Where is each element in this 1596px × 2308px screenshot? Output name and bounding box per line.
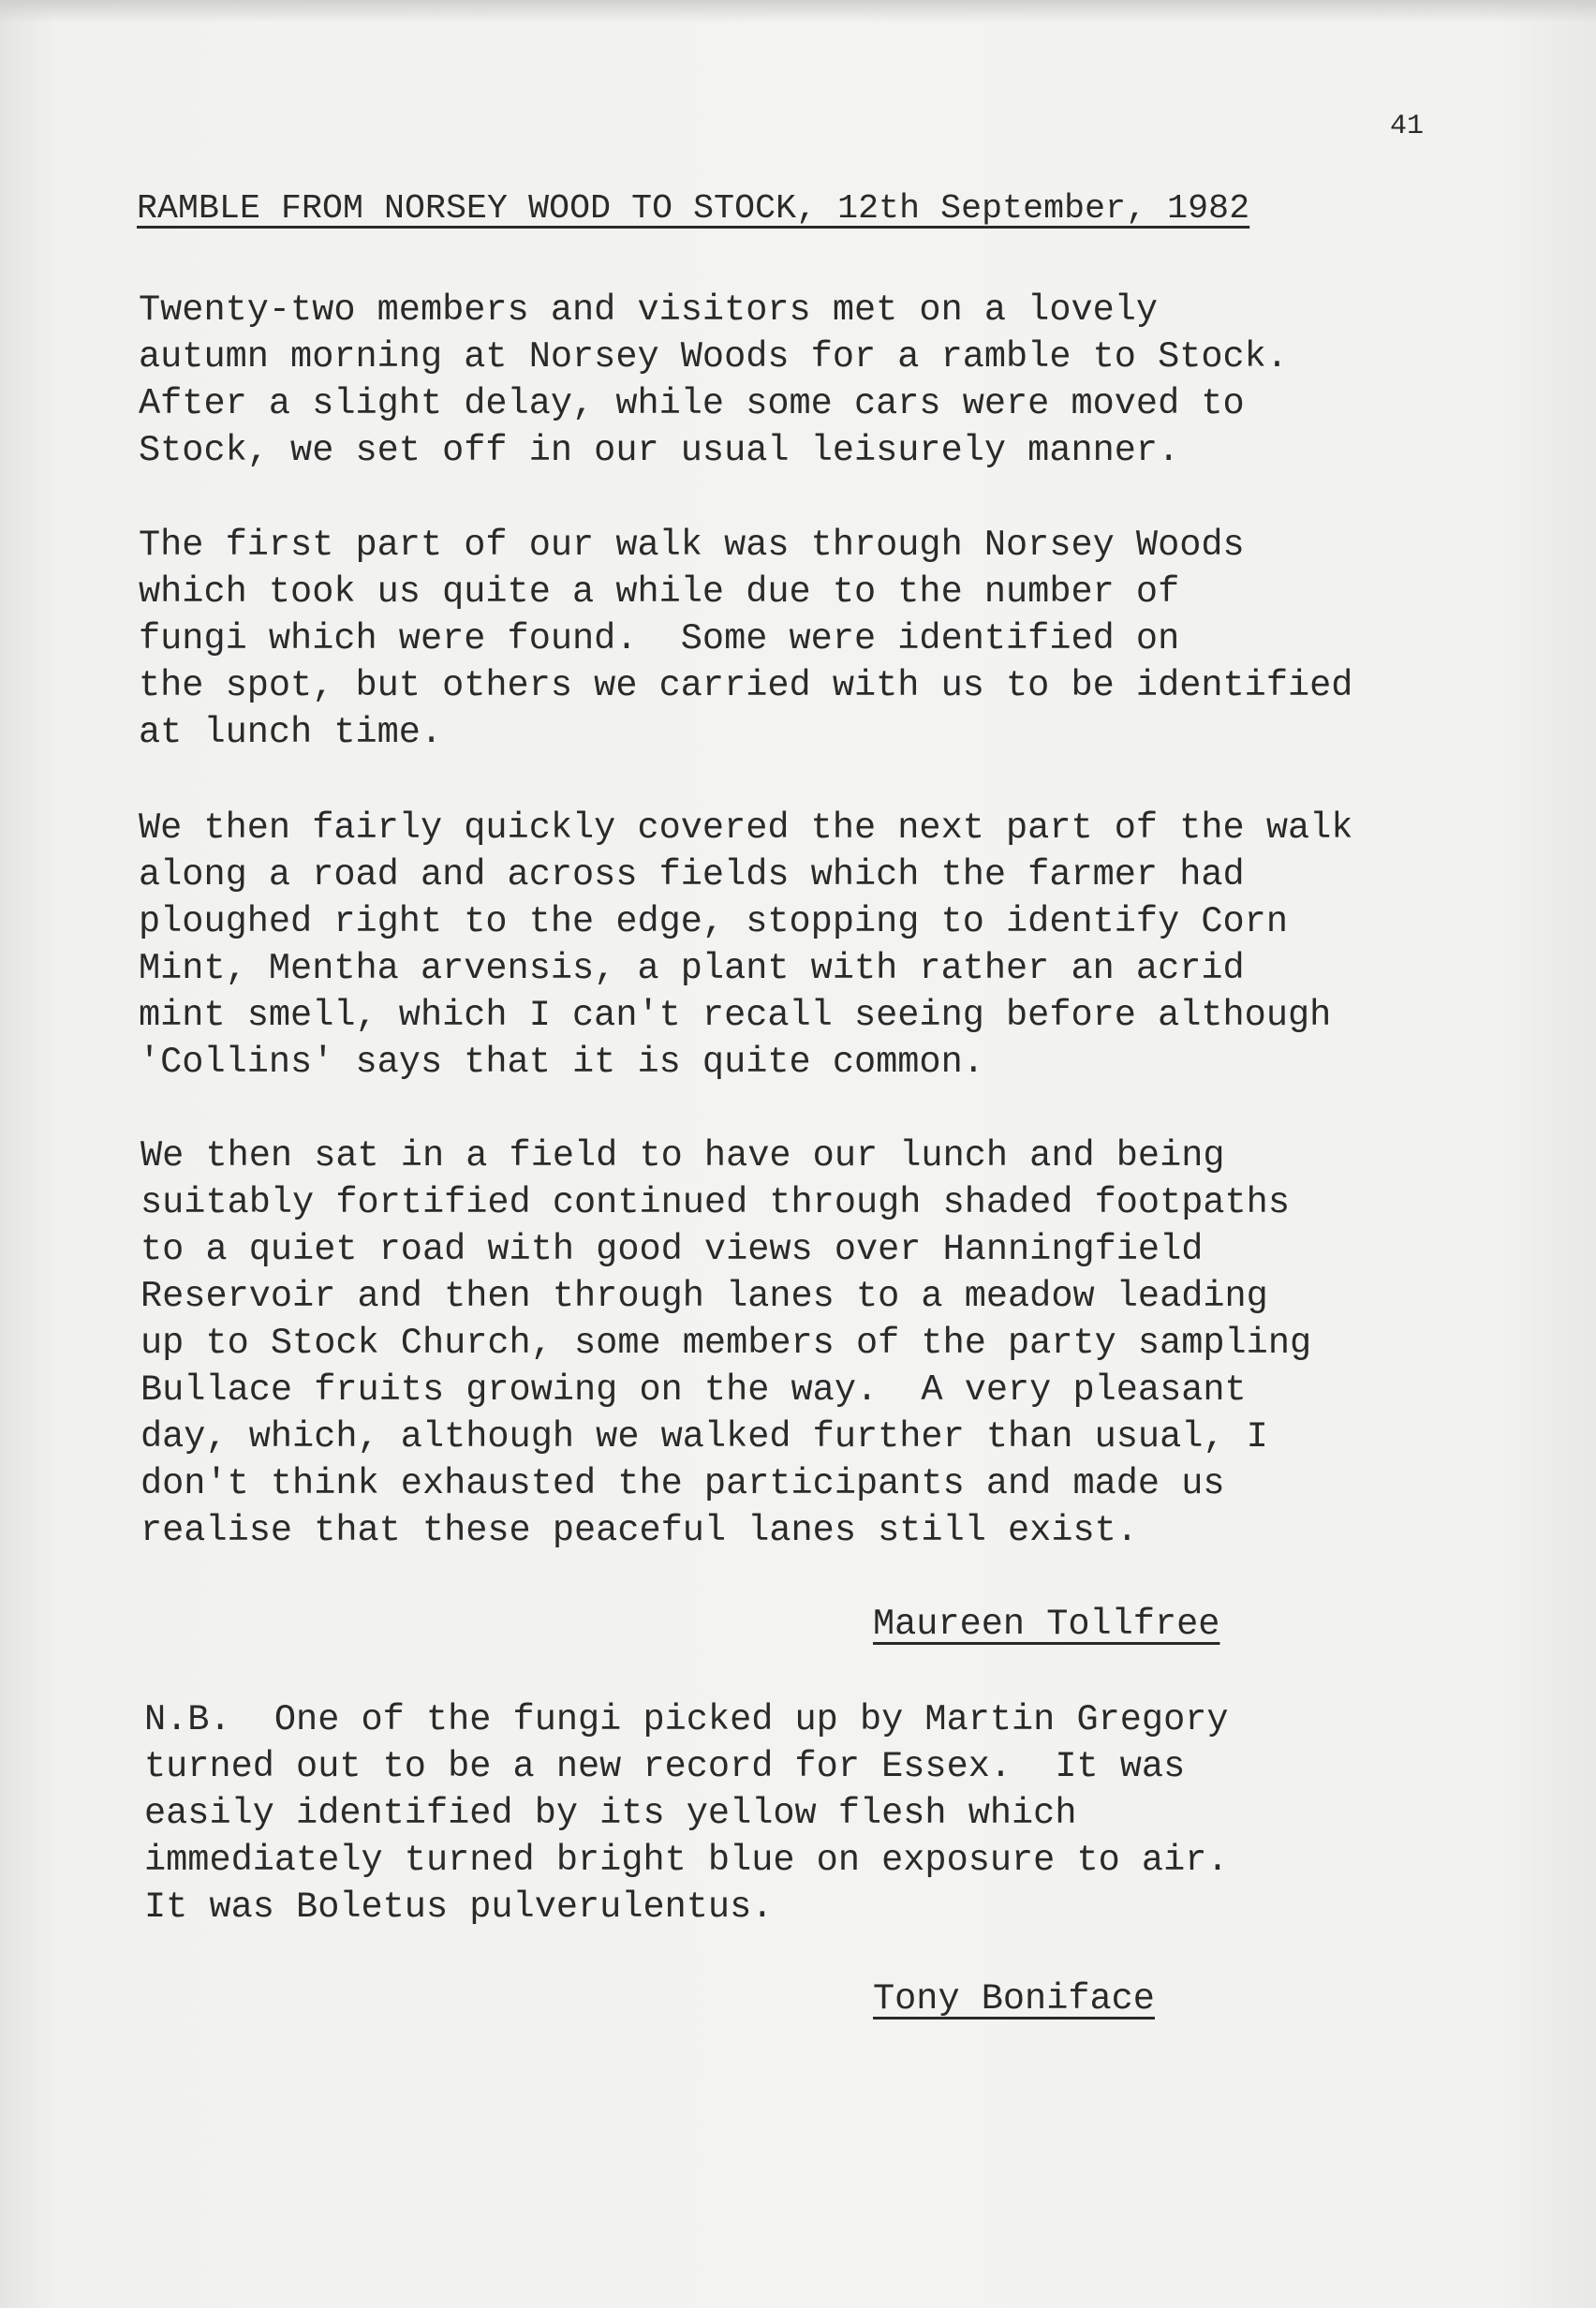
scan-edge-shadow [0, 0, 1596, 22]
paragraph-line: the spot, but others we carried with us to be identified [139, 665, 1353, 706]
paragraph-line: turned out to be a new record for Essex. It was [144, 1746, 1186, 1787]
paragraph-1 [139, 287, 1288, 474]
paragraph-line: up to Stock Church, some members of the party sampling [140, 1323, 1312, 1364]
article-title: RAMBLE FROM NORSEY WOOD TO STOCK, 12th September, 1982 [137, 189, 1250, 228]
paragraph-line: 'Collins' says that it is quite common. [139, 1042, 984, 1083]
paragraph-line: autumn morning at Norsey Woods for a ramble to Stock. [139, 336, 1288, 377]
paragraph-line: ploughed right to the edge, stopping to identify Corn [139, 901, 1288, 942]
paragraph-4 [140, 1132, 1311, 1554]
paragraph-line: We then fairly quickly covered the next part of the walk [139, 807, 1353, 849]
paragraph-line: day, which, although we walked further than usual, I [140, 1416, 1268, 1457]
author-signature: Maureen Tollfree [873, 1604, 1220, 1645]
paragraph-line: at lunch time. [139, 712, 443, 753]
paragraph-2 [139, 522, 1352, 756]
paragraph-line: to a quiet road with good views over Hanningfield [140, 1229, 1204, 1270]
paragraph-line: suitably fortified continued through shaded footpaths [140, 1182, 1290, 1223]
paragraph-line: realise that these peaceful lanes still exist. [140, 1510, 1138, 1551]
paragraph-line: don't think exhausted the participants and made us [140, 1463, 1225, 1504]
paragraph-line: which took us quite a while due to the number of [139, 571, 1180, 613]
note-paragraph [144, 1696, 1229, 1931]
paragraph-line: After a slight delay, while some cars were moved to [139, 383, 1245, 424]
paragraph-line: N.B. One of the fungi picked up by Martin Gregory [144, 1699, 1229, 1740]
paragraph-line: Bullace fruits growing on the way. A very pleasant [140, 1369, 1247, 1411]
paragraph-line: It was Boletus pulverulentus. [144, 1886, 774, 1928]
note-author-signature: Tony Boniface [873, 1978, 1155, 2020]
paragraph-line: We then sat in a field to have our lunch and being [140, 1135, 1225, 1176]
paragraph-line: fungi which were found. Some were identified on [139, 618, 1180, 659]
paragraph-line: easily identified by its yellow flesh which [144, 1793, 1077, 1834]
paragraph-line: along a road and across fields which the farmer had [139, 854, 1245, 895]
paragraph-line: Stock, we set off in our usual leisurely manner. [139, 430, 1180, 471]
paragraph-line: Mint, Mentha arvensis, a plant with rather an acrid [139, 948, 1245, 989]
paragraph-line: mint smell, which I can't recall seeing before although [139, 995, 1332, 1036]
paragraph-3 [139, 805, 1352, 1086]
paragraph-line: The first part of our walk was through Norsey Woods [139, 525, 1245, 566]
paragraph-line: Twenty-two members and visitors met on a lovely [139, 289, 1159, 331]
paragraph-line: Reservoir and then through lanes to a meadow leading [140, 1276, 1268, 1317]
paragraph-line: immediately turned bright blue on exposure to air. [144, 1840, 1229, 1881]
page-number: 41 [1390, 111, 1425, 142]
